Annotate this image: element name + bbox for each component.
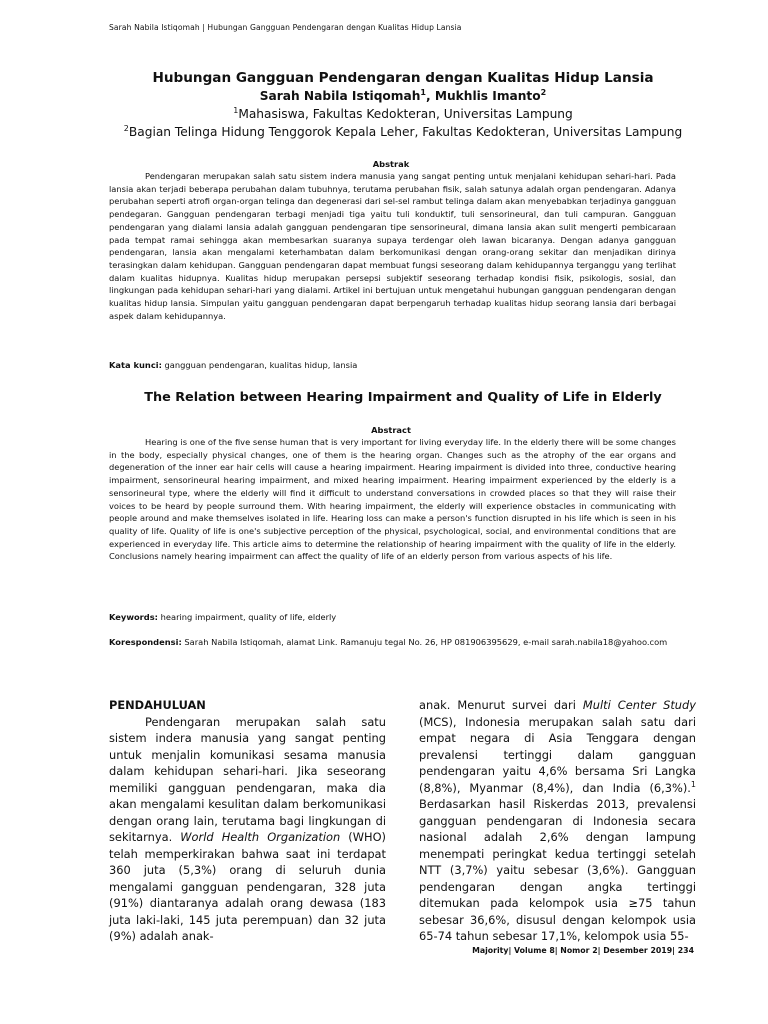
reference-sup: 1 <box>690 779 696 789</box>
right-paragraph <box>419 697 696 945</box>
english-title: The Relation between Hearing Impairment and Quality of Life in Elderly <box>144 390 662 405</box>
body-column-right <box>419 697 696 945</box>
affiliation-1 <box>100 107 706 121</box>
affiliation-1-text: Mahasiswa, Fakultas Kedokteran, Universitas Lampung <box>238 107 573 121</box>
affiliation-2 <box>100 125 706 139</box>
affiliation-2-text: Bagian Telinga Hidung Tenggorok Kepala Leher, Fakultas Kedokteran, Universitas Lampung <box>128 125 683 139</box>
correspondence-label: Korespondensi: <box>109 637 182 647</box>
kata-kunci <box>109 360 676 370</box>
author-1-sup: 1 <box>420 87 426 97</box>
keywords <box>109 612 676 622</box>
abstract-text: Hearing is one of the five sense human that is very important for living everyday life. In the elderly there will be some changes in the body, especially physical changes, one of them is the hearing organ. Changes such as the atrophy of the ear organs and degeneration of the inner ear hair cells will cause a hearing impairment. Hearing impairment is divided into three, conductive hearing impairment, sensorineural hearing impairment, and mixed hearing impairment. Hearing impairment experienced by the elderly is a sensorineural type, where the elderly will find it difficult to understand conversations in crowded places so that they will raise their voices to be heard by people surround them. With hearing impairment, the elderly will experience obstacles in communicating with people around and make themselves isolated in life. Hearing loss can make a person's function disrupted in his life which is seen in his quality of life. Quality of life is one's subjective perception of the physical, psychological, social, and environmental conditions that are experienced in everyday life. This article aims to determine the relationship of hearing impairment with the quality of life in the elderly. Conclusions namely hearing impairment can affect the quality of life of an elderly person from various aspects of his life. <box>109 437 676 562</box>
correspondence <box>109 636 676 649</box>
abstrak-heading: Abstrak <box>372 159 410 169</box>
author-2: Mukhlis Imanto <box>434 89 541 103</box>
section-heading: PENDAHULUAN <box>109 698 206 712</box>
author-list <box>100 89 706 103</box>
affiliation-1-sup: 1 <box>233 105 239 115</box>
page-footer: Majority| Volume 8| Nomor 2| Desember 2019| 234 <box>472 946 694 955</box>
correspondence-text: Sarah Nabila Istiqomah, alamat Link. Ramanuju tegal No. 26, HP 081906395629, e-mail sarah.nabila18@yahoo.com <box>181 637 668 647</box>
right-text-3: Berdasarkan hasil Riskerdas 2013, prevalensi gangguan pendengaran di Indonesia secara nasional adalah 2,6% dengan lampung menempati peringkat kedua tertinggi setelah NTT (3,7%) yaitu sebesar (3,6%). Gangguan pendengaran dengan angka tertinggi ditemukan pada kelompok usia ≥75 tahun sebesar 36,6%, disusul dengan kelompok usia 65-74 tahun sebesar 17,1%, kelompok usia 55- <box>419 797 696 943</box>
left-text-1: Pendengaran merupakan salah satu sistem indera manusia yang sangat penting untuk menjalin komunikasi sesama manusia dalam kehidupan sehari-hari. Jika seseorang memiliki gangguan pendengaran, maka dia akan mengalami kesulitan dalam berkomunikasi dengan orang lain, terutama bagi lingkungan di sekitarnya. <box>109 714 386 844</box>
author-2-sup: 2 <box>540 87 547 97</box>
right-text-2: (MCS), Indonesia merupakan salah satu dari empat negara di Asia Tenggara dengan prevalensi tertinggi dalam gangguan pendengaran yaitu 4,6% bersama Sri Langka (8,8%), Myanmar (8,4%), dan India (6,3%). <box>419 714 696 795</box>
abstrak-text: Pendengaran merupakan salah satu sistem indera manusia yang sangat penting untuk menjalani kehidupan sehari-hari. Pada lansia akan terjadi beberapa perubahan dalam tubuhnya, terutama perubahan fisik, salah satunya adalah organ pendengaran. Adanya perubahan seperti atrofi organ-organ telinga dan degenerasi dari sel-sel rambut telinga dalam akan menyebabkan terjadinya gangguan pendegaran. Gangguan pendengaran terbagi menjadi tiga yaitu tuli konduktif, tuli sensorineural, dan tuli campuran. Gangguan pendengaran yang dialami lansia adalah gangguan pendengaran tipe sensorineural, dimana lansia akan sulit mengerti pembicaraan pada tempat ramai sehingga akan membesarkan suaranya supaya terdengar oleh lawan bicaranya. Dengan adanya gangguan pendengaran, lansia akan mengalami keterhambatan dalam berkomunikasi dengan orang-orang sekitar dan menjadikan dirinya terasingkan dalam kehidupan. Gangguan pendengaran dapat membuat fungsi seseorang dalam kehidupannya terganggu yang terlihat dalam kualitas hidupnya. Kualitas hidup merupakan persepsi subjektif seseorang terhadap kondisi fisik, psikologis, sosial, dan lingkungan pada kehidupan sehari-hari yang dialami. Artikel ini bertujuan untuk mengetahui hubungan gangguan pendengaran dengan kualitas hidup lansia. Simpulan yaitu gangguan pendengaran dapat berpengaruh terhadap kualitas hidup seorang lansia dari berbagai aspek dalam kehidupannya. <box>109 171 676 321</box>
who-italic: World Health Organization <box>180 830 341 844</box>
body-column-left <box>109 697 386 945</box>
right-text-1: anak. Menurut survei dari <box>419 698 583 712</box>
author-separator: , <box>425 89 435 103</box>
running-header: Sarah Nabila Istiqomah | Hubungan Gangguan Pendengaran dengan Kualitas Hidup Lansia <box>109 23 462 32</box>
author-1: Sarah Nabila Istiqomah <box>259 89 421 103</box>
kata-kunci-value: gangguan pendengaran, kualitas hidup, lansia <box>161 360 358 370</box>
mcs-italic: Multi Center Study <box>582 698 696 712</box>
left-text-2: (WHO) telah memperkirakan bahwa saat ini terdapat 360 juta (5,3%) orang di seluruh dunia mengalami gangguan pendengaran, 328 juta (91%) diantaranya adalah orang dewasa (183 juta laki-laki, 145 juta perempuan) dan 32 juta (9%) adalah anak- <box>109 830 386 943</box>
abstract-heading: Abstract <box>371 425 411 435</box>
kata-kunci-label: Kata kunci: <box>109 360 162 370</box>
keywords-label: Keywords: <box>109 612 158 622</box>
left-paragraph <box>109 714 386 945</box>
paper-title: Hubungan Gangguan Pendengaran dengan Kualitas Hidup Lansia <box>152 70 654 86</box>
keywords-value: hearing impairment, quality of life, elderly <box>157 612 337 622</box>
affiliation-2-sup: 2 <box>123 123 129 133</box>
